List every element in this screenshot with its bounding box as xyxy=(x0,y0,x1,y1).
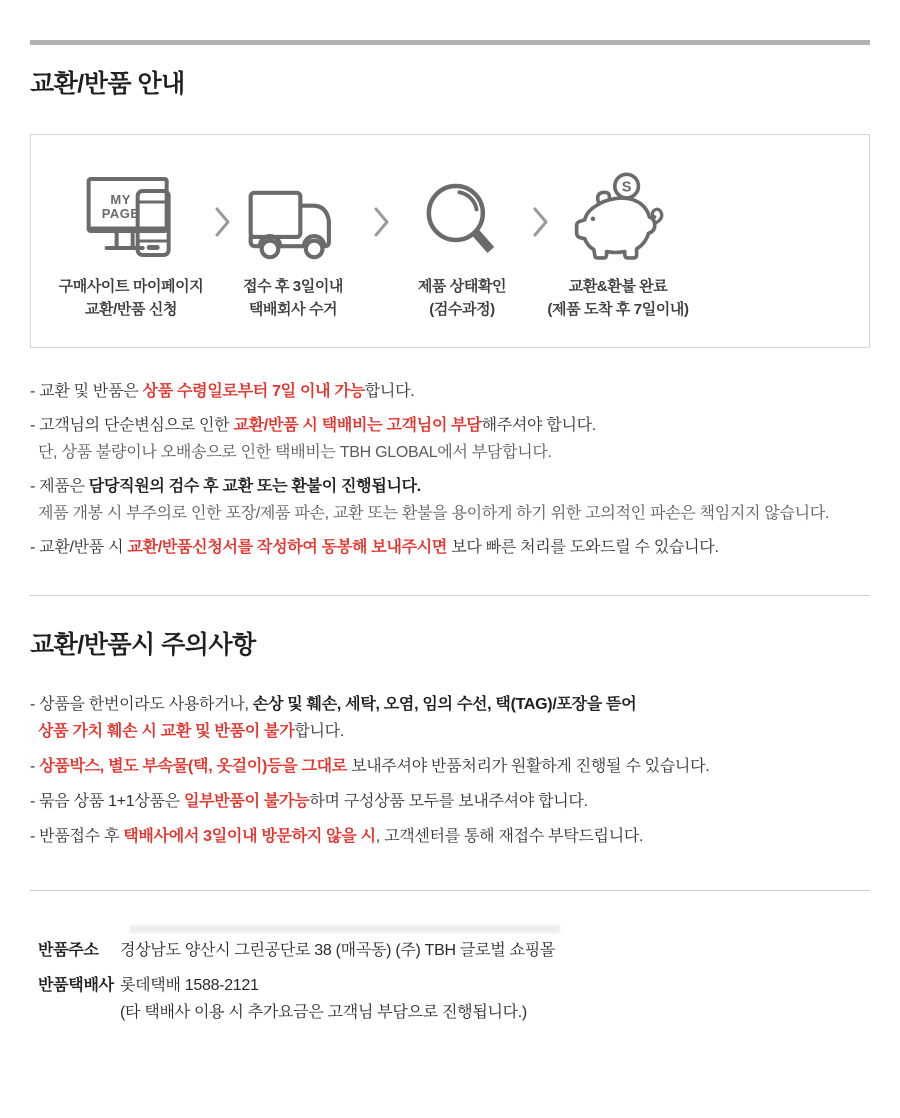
return-courier-value: 롯데택배 1588-2121 xyxy=(120,977,259,994)
step-label: 제품 상태확인 (검수과정) xyxy=(417,278,507,319)
step-label: 접수 후 3일이내 택배회사 수거 xyxy=(242,278,344,319)
return-courier-row xyxy=(30,972,870,999)
process-step-complete xyxy=(547,169,688,322)
chevron-right-icon xyxy=(215,207,231,237)
process-step-apply xyxy=(59,169,204,322)
faded-text-remnant xyxy=(130,925,560,933)
note-line: - 묶음 상품 1+1상품은 일부반품이 불가능하며 구성상품 모두를 보내주셔야 합니다. xyxy=(30,793,588,810)
return-process-box xyxy=(30,134,870,348)
return-address-value: 경상남도 양산시 그린공단로 38 (매곡동) (주) TBH 글로벌 쇼핑몰 xyxy=(120,942,556,959)
svg-text:PAGE: PAGE xyxy=(102,206,140,221)
guide-notes xyxy=(30,378,870,561)
return-courier-label: 반품택배사 xyxy=(38,977,114,994)
return-address-row xyxy=(30,937,870,964)
piggy-bank-icon xyxy=(547,169,688,263)
note-line: - 상품박스, 별도 부속물(택, 옷걸이)등을 그대로 보내주셔야 반품처리가 원활하게 진행될 수 있습니다. xyxy=(30,758,710,775)
return-address-label: 반품주소 xyxy=(38,942,99,959)
magnifier-icon xyxy=(418,169,506,263)
caution-notes xyxy=(30,691,870,850)
note-line: - 제품은 담당직원의 검수 후 교환 또는 환불이 진행됩니다. 제품 개봉 시 부주의로 인한 포장/제품 파손, 교환 또는 환불을 용이하게 하기 위한 고의적인 파손은 책임지지 않습니다. xyxy=(30,478,830,522)
step-label: 교환&환불 완료 (제품 도착 후 7일이내) xyxy=(547,278,689,319)
svg-text:MY: MY xyxy=(110,192,132,207)
svg-text:S: S xyxy=(621,179,632,196)
return-info xyxy=(30,937,870,1026)
caution-title: 교환/반품시 주의사항 xyxy=(30,631,256,659)
section-divider xyxy=(30,595,870,596)
note-line: - 반품접수 후 택배사에서 3일이내 방문하지 않을 시, 고객센터를 통해 재접수 부탁드립니다. xyxy=(30,828,644,845)
process-step-inspect xyxy=(418,169,506,322)
chevron-right-icon xyxy=(374,207,390,237)
note-line: - 고객님의 단순변심으로 인한 교환/반품 시 택배비는 고객님이 부담해주셔야 합니다. 단, 상품 불량이나 오배송으로 인한 택배비는 TBH GLOBAL에서 부담합니다. xyxy=(30,417,596,461)
step-label: 구매사이트 마이페이지 교환/반품 신청 xyxy=(58,278,204,319)
section-top-bar xyxy=(30,40,870,45)
delivery-truck-icon xyxy=(243,169,343,263)
section-divider xyxy=(30,890,870,891)
note-line: - 교환 및 반품은 상품 수령일로부터 7일 이내 가능합니다. xyxy=(30,383,415,400)
monitor-phone-mypage-icon xyxy=(59,169,204,263)
page-title: 교환/반품 안내 xyxy=(30,70,185,98)
process-step-pickup xyxy=(243,169,343,322)
note-line: - 교환/반품 시 교환/반품신청서를 작성하여 동봉해 보내주시면 보다 빠른 처리를 도와드릴 수 있습니다. xyxy=(30,539,719,556)
courier-extra-note: (타 택배사 이용 시 추가요금은 고객님 부담으로 진행됩니다.) xyxy=(120,1004,527,1021)
note-line: - 상품을 한번이라도 사용하거나, 손상 및 훼손, 세탁, 오염, 임의 수선, 택(TAG)/포장을 뜯어 상품 가치 훼손 시 교환 및 반품이 불가합니다. xyxy=(30,696,637,740)
